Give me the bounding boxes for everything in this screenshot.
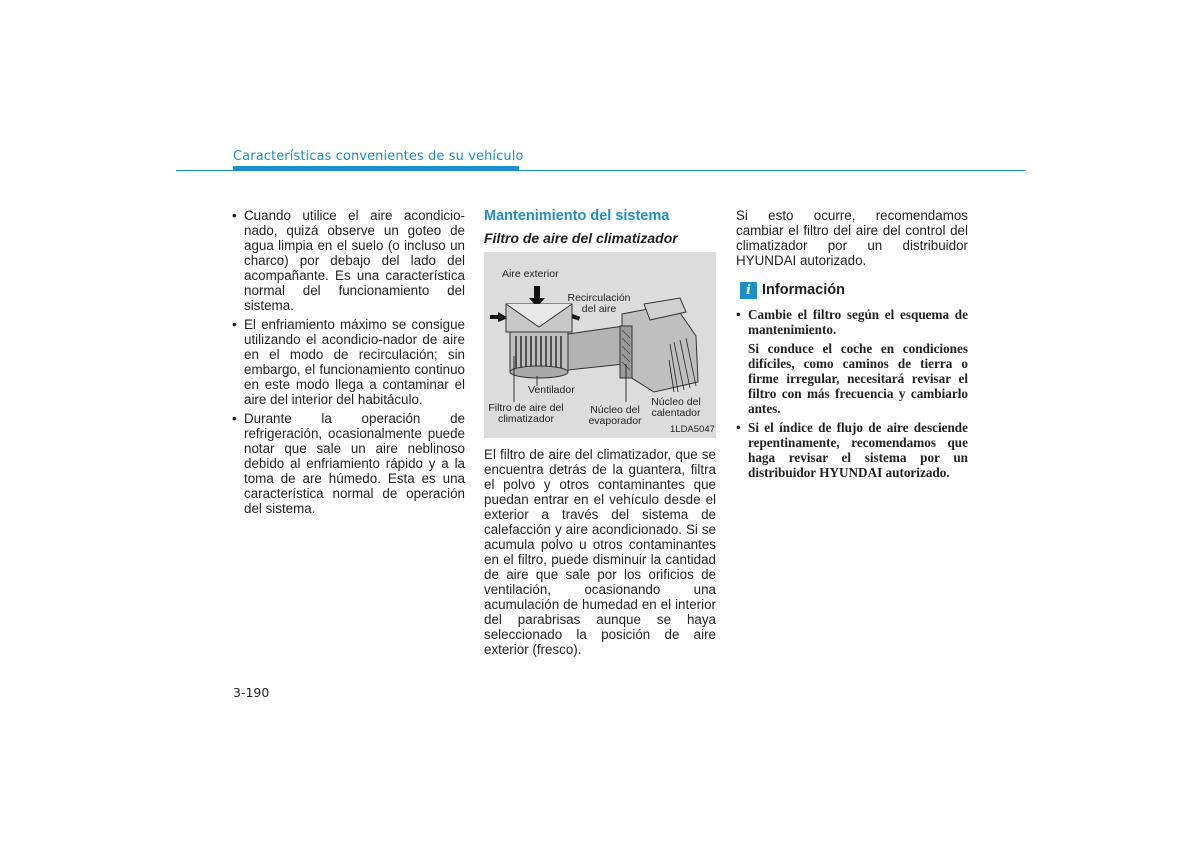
info-bullet-1-extra: Si conduce el coche en condiciones difíciles, como caminos de tierra o firme irregular, necesitará revisar el filtro con más frecuencia y cambiarlo antes.: [748, 341, 968, 416]
info-icon: i: [740, 282, 757, 299]
label-recirculation: Recirculación del aire: [567, 292, 631, 315]
label-outside-air: Aire exterior: [502, 268, 559, 280]
column-middle: [484, 208, 716, 657]
info-list: [736, 307, 968, 480]
bullet-list: [232, 208, 465, 516]
figure-code: 1LDA5047: [670, 424, 715, 435]
list-item: • Cuando utilice el aire acondicio-nado, quizá observe un goteo de agua limpia en el suelo (o incluso un charco) por debajo del lado del acompañante. Es una característica normal del funcionamiento del sistema.: [232, 208, 465, 313]
info-bullet-1: • Cambie el filtro según el esquema de mantenimiento.: [748, 307, 968, 337]
info-bullet-2: • Si el índice de flujo de aire desciende repentinamente, recomendamos que haga revisar el sistema por un distribuidor HYUNDAI autorizado.: [748, 420, 968, 480]
page-number: 3-190: [233, 685, 270, 700]
air-filter-diagram: [484, 252, 716, 438]
column-left: [232, 208, 465, 520]
info-header: [736, 282, 968, 299]
info-title: Información: [762, 282, 845, 298]
column-right: [736, 208, 968, 484]
label-fan: Ventilador: [528, 384, 575, 396]
subsection-title: Filtro de aire del climatizador: [484, 230, 678, 246]
recommendation-text: Si esto ocurre, recomendamos cambiar el filtro del aire del control del climatizador por un distribuidor HYUNDAI autorizado.: [736, 208, 968, 268]
list-item: [736, 420, 968, 480]
header-rule: [176, 170, 1025, 171]
section-title: Mantenimiento del sistema: [484, 208, 670, 224]
list-item: • Durante la operación de refrigeración, ocasionalmente puede notar que sale un aire neblinoso debido al enfriamiento rápido y a la toma de are húmedo. Esta es una característica normal de operación del sistema.: [232, 411, 465, 516]
label-filter: Filtro de aire del climatizador: [488, 402, 564, 425]
label-evaporator: Núcleo del evaporador: [588, 404, 642, 427]
filter-description: El filtro de aire del climatizador, que se encuentra detrás de la guantera, filtra el polvo y otros contaminantes que puedan entrar en el vehículo desde el exterior a través del sistema de calefacción y aire acondicionado. Si se acumula polvo u otros contaminantes en el filtro, puede disminuir la cantidad de aire que sale por los orificios de ventilación, ocasionando una acumulación de humedad en el interior del parabrisas aunque se haya seleccionado la posición de aire exterior (fresco).: [484, 447, 716, 657]
section-header-title: Características convenientes de su vehículo: [233, 149, 524, 164]
label-heater: Núcleo del calentador: [651, 396, 701, 419]
list-item: [736, 307, 968, 416]
list-item: • El enfriamiento máximo se consigue utilizando el acondicio-nador de aire en el modo de recirculación; sin embargo, el funcionamiento continuo en este modo llega a contaminar el aire del interior del habitáculo.: [232, 317, 465, 407]
